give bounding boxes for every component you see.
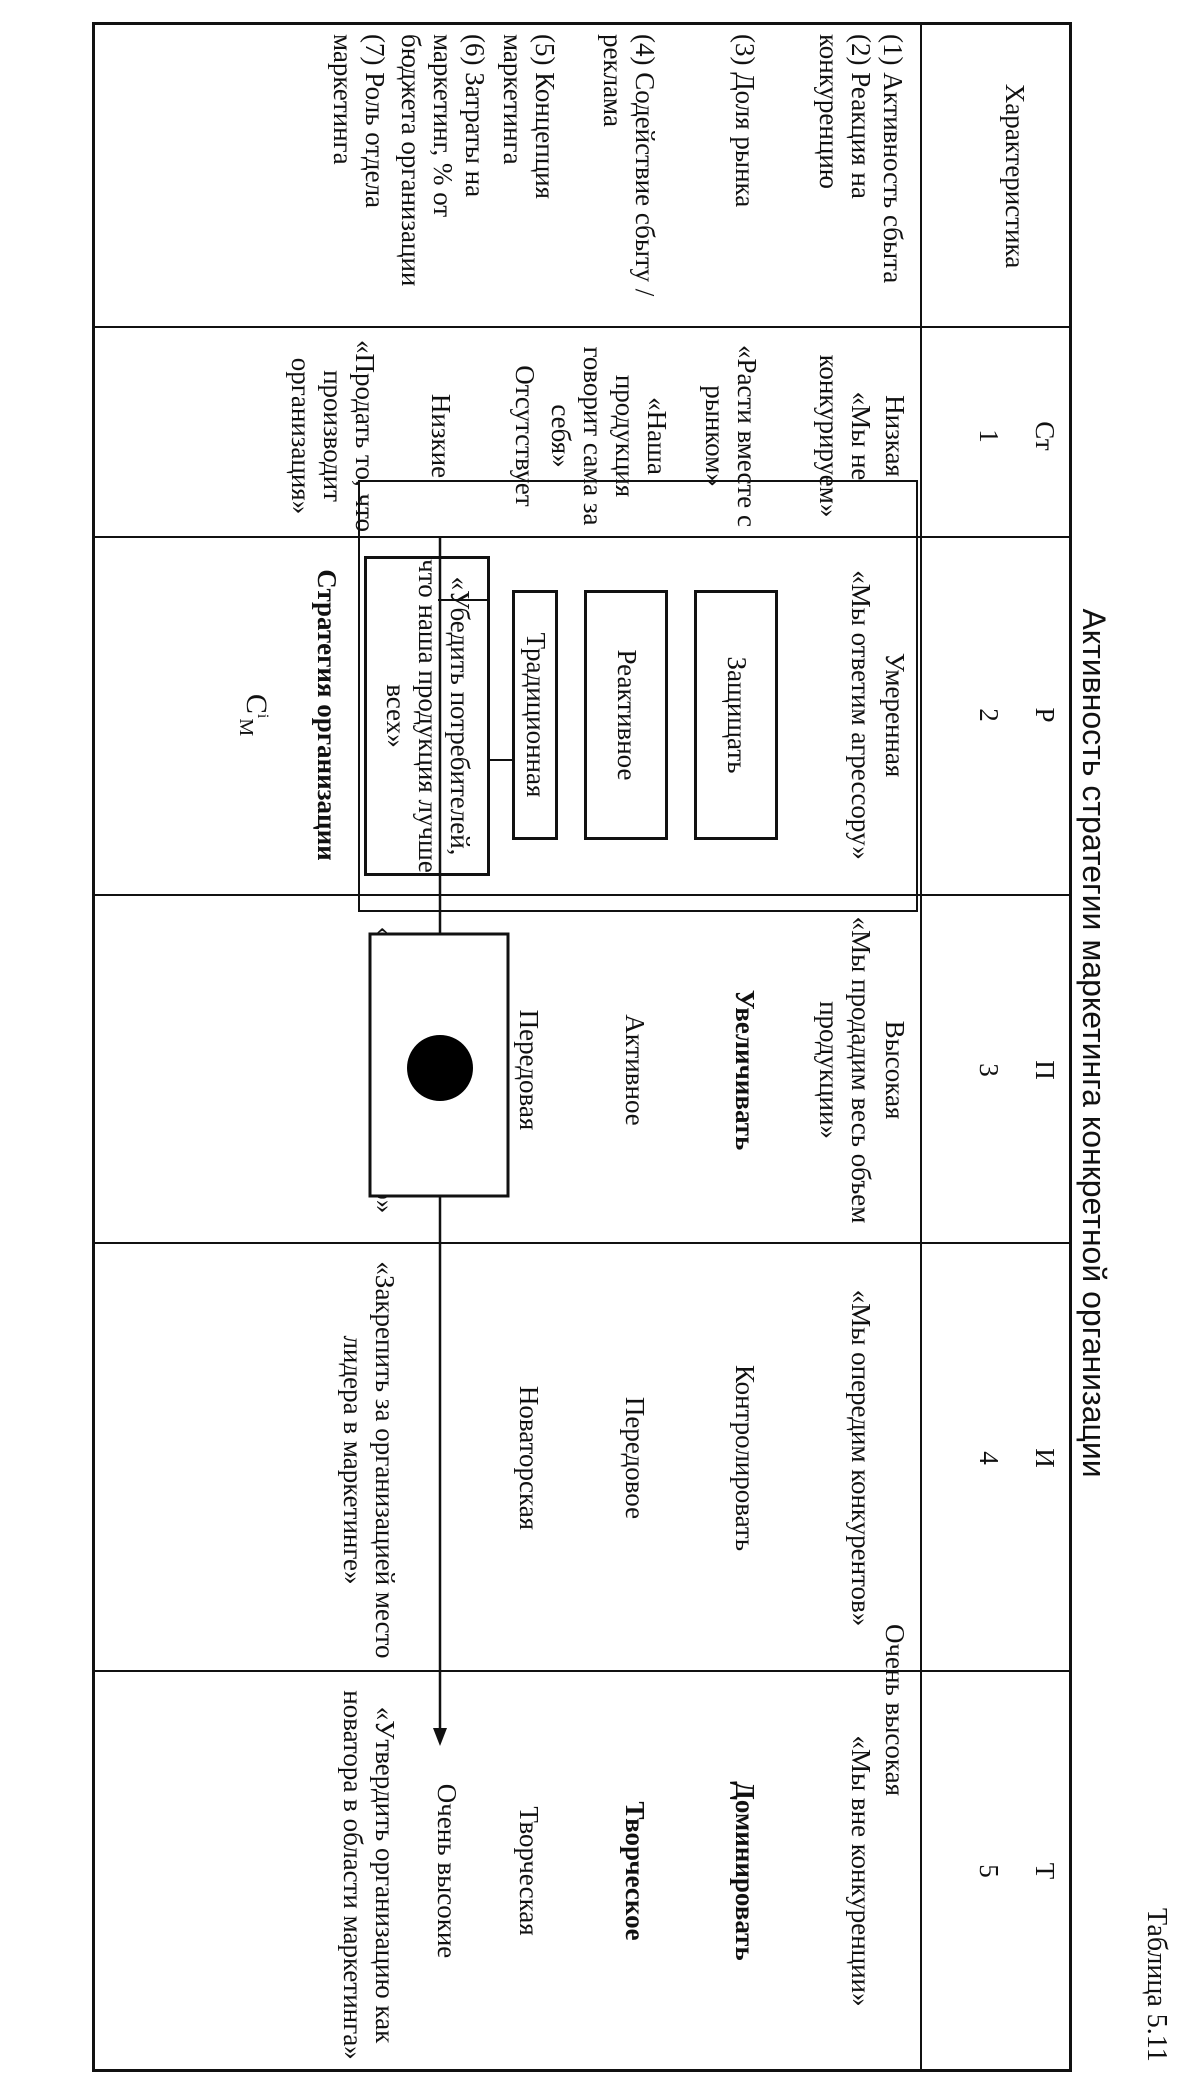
c1-role: «Продать то, что производит организация» [286,339,380,533]
c5-promotion: Доминировать [730,1781,760,1961]
c3-concept: Активное [620,1014,650,1126]
c2-reaction: «Мы ответим агрессору» [846,570,876,860]
c1-reaction: «Мы не конкурируем» [814,354,876,518]
char-1: (1) Активность сбыта [878,34,908,284]
c1-share: «Расти вместе с рынком» [700,344,762,527]
c2-concept-box: Реактивное [584,590,668,840]
strategy-symbol: $C^i_М$ [235,693,273,737]
header-characteristic: Характеристика [1000,83,1030,269]
c5-costs: Творческая [514,1806,544,1936]
header-level-3-num: 3 [974,1063,1004,1077]
c3-activity: Высокая [880,1020,910,1120]
char-4: (4) Содействие сбыту / реклама [598,34,660,297]
header-level-4-num: 4 [974,1451,1004,1465]
c5-activity: Очень высокая [880,1623,910,1797]
char-5: (5) Концепция маркетинга [498,34,560,200]
c2-activity: Умеренная [880,652,910,778]
c1-costs: Низкие [426,393,456,479]
header-level-2-num: 2 [974,708,1004,722]
arrow-head-icon [433,1728,447,1746]
c2-costs-box: Традиционная [512,590,558,840]
c2-promotion-box: Защищать [694,590,778,840]
c5-concept: Творческое [620,1801,650,1941]
header-level-3-code: П [1030,1060,1060,1080]
c5-costs-extra: Очень высокие [432,1783,462,1959]
c5-reaction: «Мы вне конкуренции» [846,1735,876,2007]
current-position-dot-icon [407,1035,473,1101]
c4-promotion: Контролировать [730,1364,760,1552]
header-level-1-code: Ст [1030,421,1060,451]
char-7: (7) Роль отдела маркетинга [328,34,390,209]
header-level-4-code: И [1030,1448,1060,1468]
c3-reaction: «Мы продадим весь объем продукции» [814,916,876,1224]
char-6: (6) Затраты на маркетинг, % от бюджета организации [396,34,490,287]
table-title: Активность стратегии маркетинга конкретной организации [1076,608,1112,1478]
header-level-2-code: Р [1030,707,1060,723]
c4-costs: Новаторская [514,1385,544,1531]
c4-concept: Передовое [620,1396,650,1520]
strategy-label: Стратегия организации [312,569,342,861]
c1-concept: Отсутствует [510,365,540,507]
c1-activity: Низкая [880,395,910,477]
c1-promotion: «Наша продукция говорит сама за себя» [546,346,672,526]
table-number: Таблица 5.11 [1141,1908,1172,2062]
c3-costs: Передовая [514,1009,544,1131]
header-level-5-num: 5 [974,1864,1004,1878]
c3-promotion: Увеличивать [730,989,760,1151]
char-3: (3) Доля рынка [730,34,760,208]
c4-role: «Закрепить за организацией место лидера в маркетинге» [338,1261,400,1659]
header-level-1-num: 1 [974,429,1004,443]
header-level-5-code: Т [1030,1862,1060,1880]
c2-role-box: «Убедить потребителей, что наша продукция лучше всех» [364,556,490,876]
c5-role: «Утвердить организацию как новатора в области маркетинга» [338,1690,400,2060]
c4-reaction: «Мы опередим конкурентов» [846,1289,876,1627]
char-2: (2) Реакция на конкуренцию [814,34,876,199]
